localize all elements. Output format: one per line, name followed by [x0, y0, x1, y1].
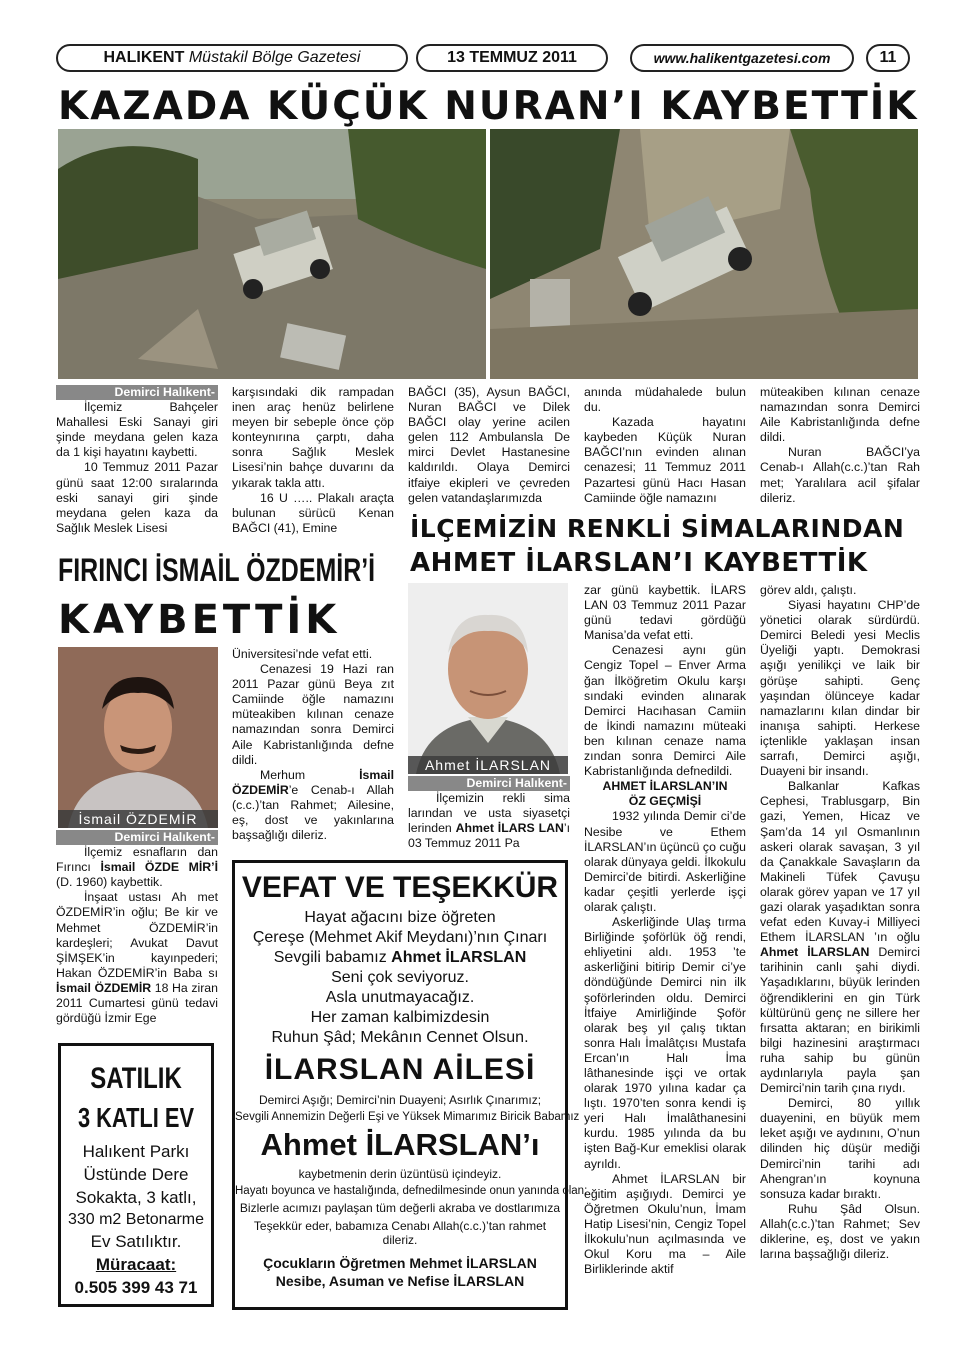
notice-line3-name: Ahmet İLARSLAN — [391, 949, 527, 966]
story1-dateline: Demirci Halıkent- — [56, 385, 218, 400]
notice-line4: Seni çok seviyoruz. — [331, 969, 469, 986]
story2-col1-para1 — [56, 845, 218, 890]
story3-col2-para3: 1932 yılında Demir ci’de Nesibe ve Ethem İLARSLAN’ın üçüncü ço cuğu olarak dünyaya geldi. İlkokulu Demirci’de bitirdi. Askerliğine kadar çeşitli yerlerde işçi olarak çalıştı. — [584, 809, 747, 914]
story1-col4-para1: anında müdahalede bulun du. — [584, 385, 746, 415]
sale-ad-line2: Üstünde Dere — [83, 1165, 189, 1184]
story2-col1-text-a: İlçemiz esnafların dan Fırıncı — [56, 845, 218, 875]
story1-column-2 — [232, 385, 394, 536]
story3-col3-para2: Siyasi hayatını CHP’de yönetici olarak sürdürdü. Demirci Beledi yesi Meclis Üyeliği yaptı. Demokrasi aşığı yenilikçi ve laik bir görüşe sahipti. Genç yaşından ölünceye kadar namazlarını kılan dindar bir inanışa sahipti. Herkese içtenlikle yaklaşan insan sarrafı, Demirci aşığı, Duayeni bir insandı. — [760, 598, 920, 779]
sale-ad-line1: Halıkent Parkı — [82, 1142, 190, 1161]
story2-col1-para2 — [56, 890, 218, 1026]
story1-col2-para2: 16 U ….. Plakalı araçta bulunan sürücü Kenan BAĞCI (41), Emine — [232, 490, 394, 535]
story1-col2-para1: karşısındaki dik rampadan inen araç henüz belirlene meyen bir sebeple önce çöp konteynırına çarptı, daha sonra Sağlık Meslek Lisesi’nin bahçe duvarını da yıkarak takla attı. — [232, 385, 394, 490]
story3-column-3 — [760, 583, 920, 1262]
story3-headline-line1: İLÇEMİZİN RENKLİ SİMALARINDAN — [410, 514, 905, 543]
story1-headline: KAZADA KÜÇÜK NURAN’I KAYBETTİK — [58, 84, 919, 129]
story1-column-5 — [760, 385, 920, 506]
story3-col3-text-d: Demirci tarihinin canlı şahi diydi. Yaşadıklarını, büyük lerinden öğrendiklerini en gin Türk kültürünü genç ne sillere her fırsatta aktaran; en birikimli bilgi hazinesini araştırmacı ruha sahip bu günün aydınlarıyla payla şan Demirci’nin tarih çına rıydı. — [760, 945, 920, 1096]
notice-line13: Teşekkür eder, babamıza Cenabı Allah(c.c.)’tan rahmet dileriz. — [253, 1219, 547, 1247]
website-link[interactable]: www.halikentgazetesi.com — [653, 50, 831, 66]
story2-col1-name: İsmail ÖZDE MİR’İ — [100, 860, 218, 875]
story2-dateline: Demirci Halıkent- — [56, 830, 218, 845]
story2-headline-line2: KAYBETTİK — [58, 597, 341, 643]
notice-line8: Demirci Aşığı; Demirci’nin Duayeni; Asırlık Çınarımız; — [258, 1093, 542, 1107]
issue-date: 13 TEMMUZ 2011 — [447, 49, 577, 66]
notice-line9: Sevgili Annemizin Değerli Eşi ve Yüksek Mimarımız Biricik Babamız — [235, 1111, 580, 1123]
notice-line5: Asla unutmayacağız. — [325, 989, 475, 1006]
notice-line7: Ruhun Şâd; Mekânın Cennet Olsun. — [271, 1029, 529, 1046]
sale-ad-line3: Sokakta, 3 katlı, — [75, 1188, 197, 1207]
accident-photo-right-illustration — [490, 129, 918, 379]
story3-col2-para4: Askerliğinde Ulaş tırma Birliğinde şoförlük öğ rendi, ehliyetini aldı. 1953 ’te askerliğini bitirip Demir ci’ye döndüğünde Demirci nin ilk şoförlerinden oldu. Demirci İtfaiye Amirliğinde Şoför olarak beş yıl çalış tıktan sonra Halı İmalâtçısı Mustafa Ercan’ın Halı İma lâthanesinde işçi ve ortak olarak 1970 yılına kadar ça lıştı. 1970’ten sonra kendi iş yeri Halı İmalâthanesini kurdu. 1985 yılında da bu işten Bağ-Kur emeklisi olarak ayrıldı. — [584, 915, 746, 1171]
story3-intro-text-b: ’ı 03 Temmuz 2011 Pa — [408, 821, 570, 851]
story2-col2-para2: Cenazesi 19 Hazi ran 2011 Pazar günü Beya zıt Camiinde öğle namazını müteakiben kılınan cenaze namazından sonra Demirci Aile Kabristanlığında defne dildi. — [232, 662, 394, 767]
story2-column-2 — [232, 647, 394, 843]
sale-ad-phone: 0.505 399 43 71 — [74, 1278, 198, 1297]
sale-ad-box — [58, 1043, 214, 1307]
story2-col1-name2: İsmail ÖZDEMİR — [56, 980, 152, 995]
ahmet-photo-caption: Ahmet İLARSLAN — [408, 756, 568, 774]
masthead-title-pill — [56, 44, 408, 72]
sale-ad-line5: Ev Satılıktır. — [90, 1232, 182, 1251]
sale-ad-title2: 3 KATLI EV — [77, 1102, 195, 1133]
story2-col2-text-d: ’e Cenab-ı Allah (c.c.)’tan Rahmet; Ailesine, eş, dost ve yakınlarına başsağlığı dileriz. — [232, 782, 394, 843]
story2-col1-text-b: (D. 1960) kaybettik. — [56, 875, 163, 890]
notice-line6: Her zaman kalbimizdesin — [310, 1009, 490, 1026]
notice-signature2: Nesibe, Asuman ve Nefise İLARSLAN — [275, 1273, 525, 1289]
story2-col2-text-c: Merhum — [260, 767, 306, 782]
notice-line12: Bizlerle acımızı paylaşan tüm değerli akraba ve dostlarımıza — [239, 1201, 561, 1215]
notice-big-name: Ahmet İLARSLAN’ı — [260, 1127, 540, 1162]
story1-col1-para2: 10 Temmuz 2011 Pazar günü saat 12:00 sıralarında eski sanayi giri şinde meydana gelen kaza da Sağlık Meslek Lisesi — [56, 460, 218, 535]
ismail-portrait-illustration — [58, 647, 218, 828]
story3-col3-text-c: Balkanlar Kafkas Cephesi, Trablusgarp, Bin gazi, Yemen, Hicaz ve Şam’da 14 yıl Osmanlının askeri olarak savaşan, 3 yıl da Çanakkale Savaşların da Makineli Tüfek Çavuşu olarak görev yapan ve 17 yıl gazi olarak yaşadıktan sonra vefat eden Kuvay-i Milliyeci Ethem İLARSLAN ’ın oğlu — [760, 779, 920, 945]
story3-intro — [408, 791, 570, 851]
story2-col2-para3 — [232, 768, 394, 843]
story2-col2-para1: Üniversitesi’nde vefat etti. — [232, 647, 373, 661]
ismail-photo-caption: İsmail ÖZDEMİR — [58, 810, 218, 828]
sale-ad-title1: SATILIK — [90, 1062, 182, 1095]
story3-intro-name: Ahmet İLARS LAN — [455, 821, 564, 836]
masthead-date-pill — [416, 44, 608, 72]
story1-column-4 — [584, 385, 746, 506]
story3-col3-para5: Ruhu Şâd Olsun. Allah(c.c.)’tan Rahmet; Sev diklerine, eş, dost ve yakın larına başsağlığı dileriz. — [760, 1201, 920, 1262]
story2-col1-text-c: İnşaat ustası Ah met ÖZDEMİR’in oğlu; Be kir ve Mehmet ÖZDEMİR’in kardeşleri; Avukat Davut ŞİMŞEK’in kayınpederi; Hakan ÖZDEMİR’in Baba sı — [56, 890, 218, 980]
story1-col3-para1: BAĞCI (35), Aysun BAĞCI, Nuran BAĞCI ve Dilek BAĞCI olay yerine acilen gelen 112 Ambulansla De mirci Devlet Hastanesine kaldırıldı. Olaya Demirci itfaiye ekipleri ve çevreden gelen vatandaşlarımızda — [408, 385, 570, 505]
story3-subhead2: ÖZ GEÇMİŞİ — [628, 794, 702, 809]
story1-col5-para2: Nuran BAĞCI’ya Cenab-ı Allah(c.c.)’tan Rah met; Yaralılara acil şifalar dileriz. — [760, 445, 920, 505]
notice-title: VEFAT VE TEŞEKKÜR — [241, 871, 559, 904]
notice-line1: Hayat ağacını bize öğreten — [304, 909, 496, 926]
accident-photo-right — [490, 129, 918, 379]
page-number: 11 — [879, 49, 897, 66]
story3-col2-para1: zar günü kaybettik. İLARS LAN 03 Temmuz 2011 Pazar günü tedavi gördüğü Manisa’da vefat etti. — [584, 583, 746, 643]
story2-headline-line1: FIRINCI İSMAİL ÖZDEMİR’İ — [58, 552, 376, 588]
story3-col2-para2: Cenazesi aynı gün Cengiz Topel – Enver Arma ğan İlköğretim Okulu karşı sındaki evinden alınarak Demirci Hacıhasan Camiin de İkindi namazını müteaki ben kılınan cenaze nama zından sonra Demirci Aile Kabristanlığında defnedildi. — [584, 643, 746, 779]
accident-photo-left — [58, 129, 486, 379]
notice-signature1: Çocukların Öğretmen Mehmet İLARSLAN — [263, 1255, 537, 1271]
story3-col3-name: Ahmet İLARSLAN — [760, 945, 870, 960]
story3-col3-para1: görev aldı, çalıştı. — [760, 583, 857, 597]
notice-line11: Hayatı boyunca ve hastalığında, defnedilmesinde onun yanında olan; — [235, 1185, 588, 1197]
story3-col3-para4: Demirci, 80 yıllık duayenini, en büyük mem leket aşığı ve aydınını, O’nun dilinden hiç düşür mediği Demirci’nin tarihi adı Ahengran’ın koynuna sonsuza kadar bıraktı. — [760, 1096, 920, 1201]
accident-photo-left-illustration — [58, 129, 486, 379]
sale-ad-line4: 330 m2 Betonarme — [67, 1211, 205, 1228]
notice-family: İLARSLAN AİLESİ — [264, 1053, 536, 1086]
story1-column-3 — [408, 385, 570, 506]
paper-name: HALIKENT — [103, 49, 185, 66]
notice-line10: kaybetmenin derin üzüntüsü içindeyiz. — [298, 1167, 502, 1181]
notice-line3-text: Sevgili babamız — [273, 949, 392, 966]
story3-col3-para3 — [760, 779, 920, 1096]
story2-col2-name: İsmail ÖZDEMİR — [232, 767, 394, 797]
story3-column-2 — [584, 583, 746, 1277]
ahmet-ilarslan-portrait — [408, 583, 568, 774]
story2-col1-text-d: 18 Ha ziran 2011 Cumartesi günü tedavi gördüğü İzmir Ege — [56, 980, 218, 1026]
story3-headline-line2: AHMET İLARSLAN’I KAYBETTİK — [410, 548, 868, 578]
story3-intro-text-a: İlçemizin rekli sima larından ve usta siyasetçi lerinden — [408, 791, 570, 836]
masthead-website-pill — [630, 44, 854, 72]
story2-column-1 — [56, 830, 218, 1026]
story1-col5-para1: müteakiben kılınan cenaze namazından sonra Demirci Aile Kabristanlığında defne dildi. — [760, 385, 920, 445]
ahmet-portrait-illustration — [408, 583, 568, 774]
story1-col4-para2: Kazada hayatını kaybeden Küçük Nuran BAĞCI’nın evinden alınan cenazesi; 11 Temmuz 2011 Pazartesi günü Hacı Hasan Camiinde öğle namazını — [584, 415, 746, 505]
condolence-notice-box — [232, 860, 588, 1310]
story3-column-1 — [408, 776, 570, 851]
story1-column-1 — [56, 385, 218, 536]
story3-col2-para5: Ahmet İLARSLAN bir eğitim aşığıydı. Demirci ye Öğretmen Okulu’nun, İmam Hatip Lisesi’nin, Cengiz Topel İlkokulu’nun açılmasında ve Okul Koru ma – Aile Birliklerinde aktif — [584, 1171, 746, 1277]
paper-tagline: Müstakil Bölge Gazetesi — [188, 49, 361, 66]
notice-line3 — [235, 949, 565, 967]
notice-line2: Çereşe (Mehmet Akif Meydanı)’nın Çınarı — [252, 929, 548, 946]
sale-ad-contact-label: Müracaat: — [95, 1255, 177, 1274]
story3-subhead1: AHMET İLARSLAN’IN — [602, 779, 728, 794]
story3-dateline: Demirci Halıkent- — [408, 776, 570, 791]
page-number-pill — [866, 44, 910, 72]
ismail-ozdemir-portrait — [58, 647, 218, 828]
story1-col1-para1: İlçemiz Bahçeler Mahallesi Eski Sanayi giri şinde meydana gelen kaza da 1 kişi hayatını kaybetti. — [56, 400, 218, 460]
